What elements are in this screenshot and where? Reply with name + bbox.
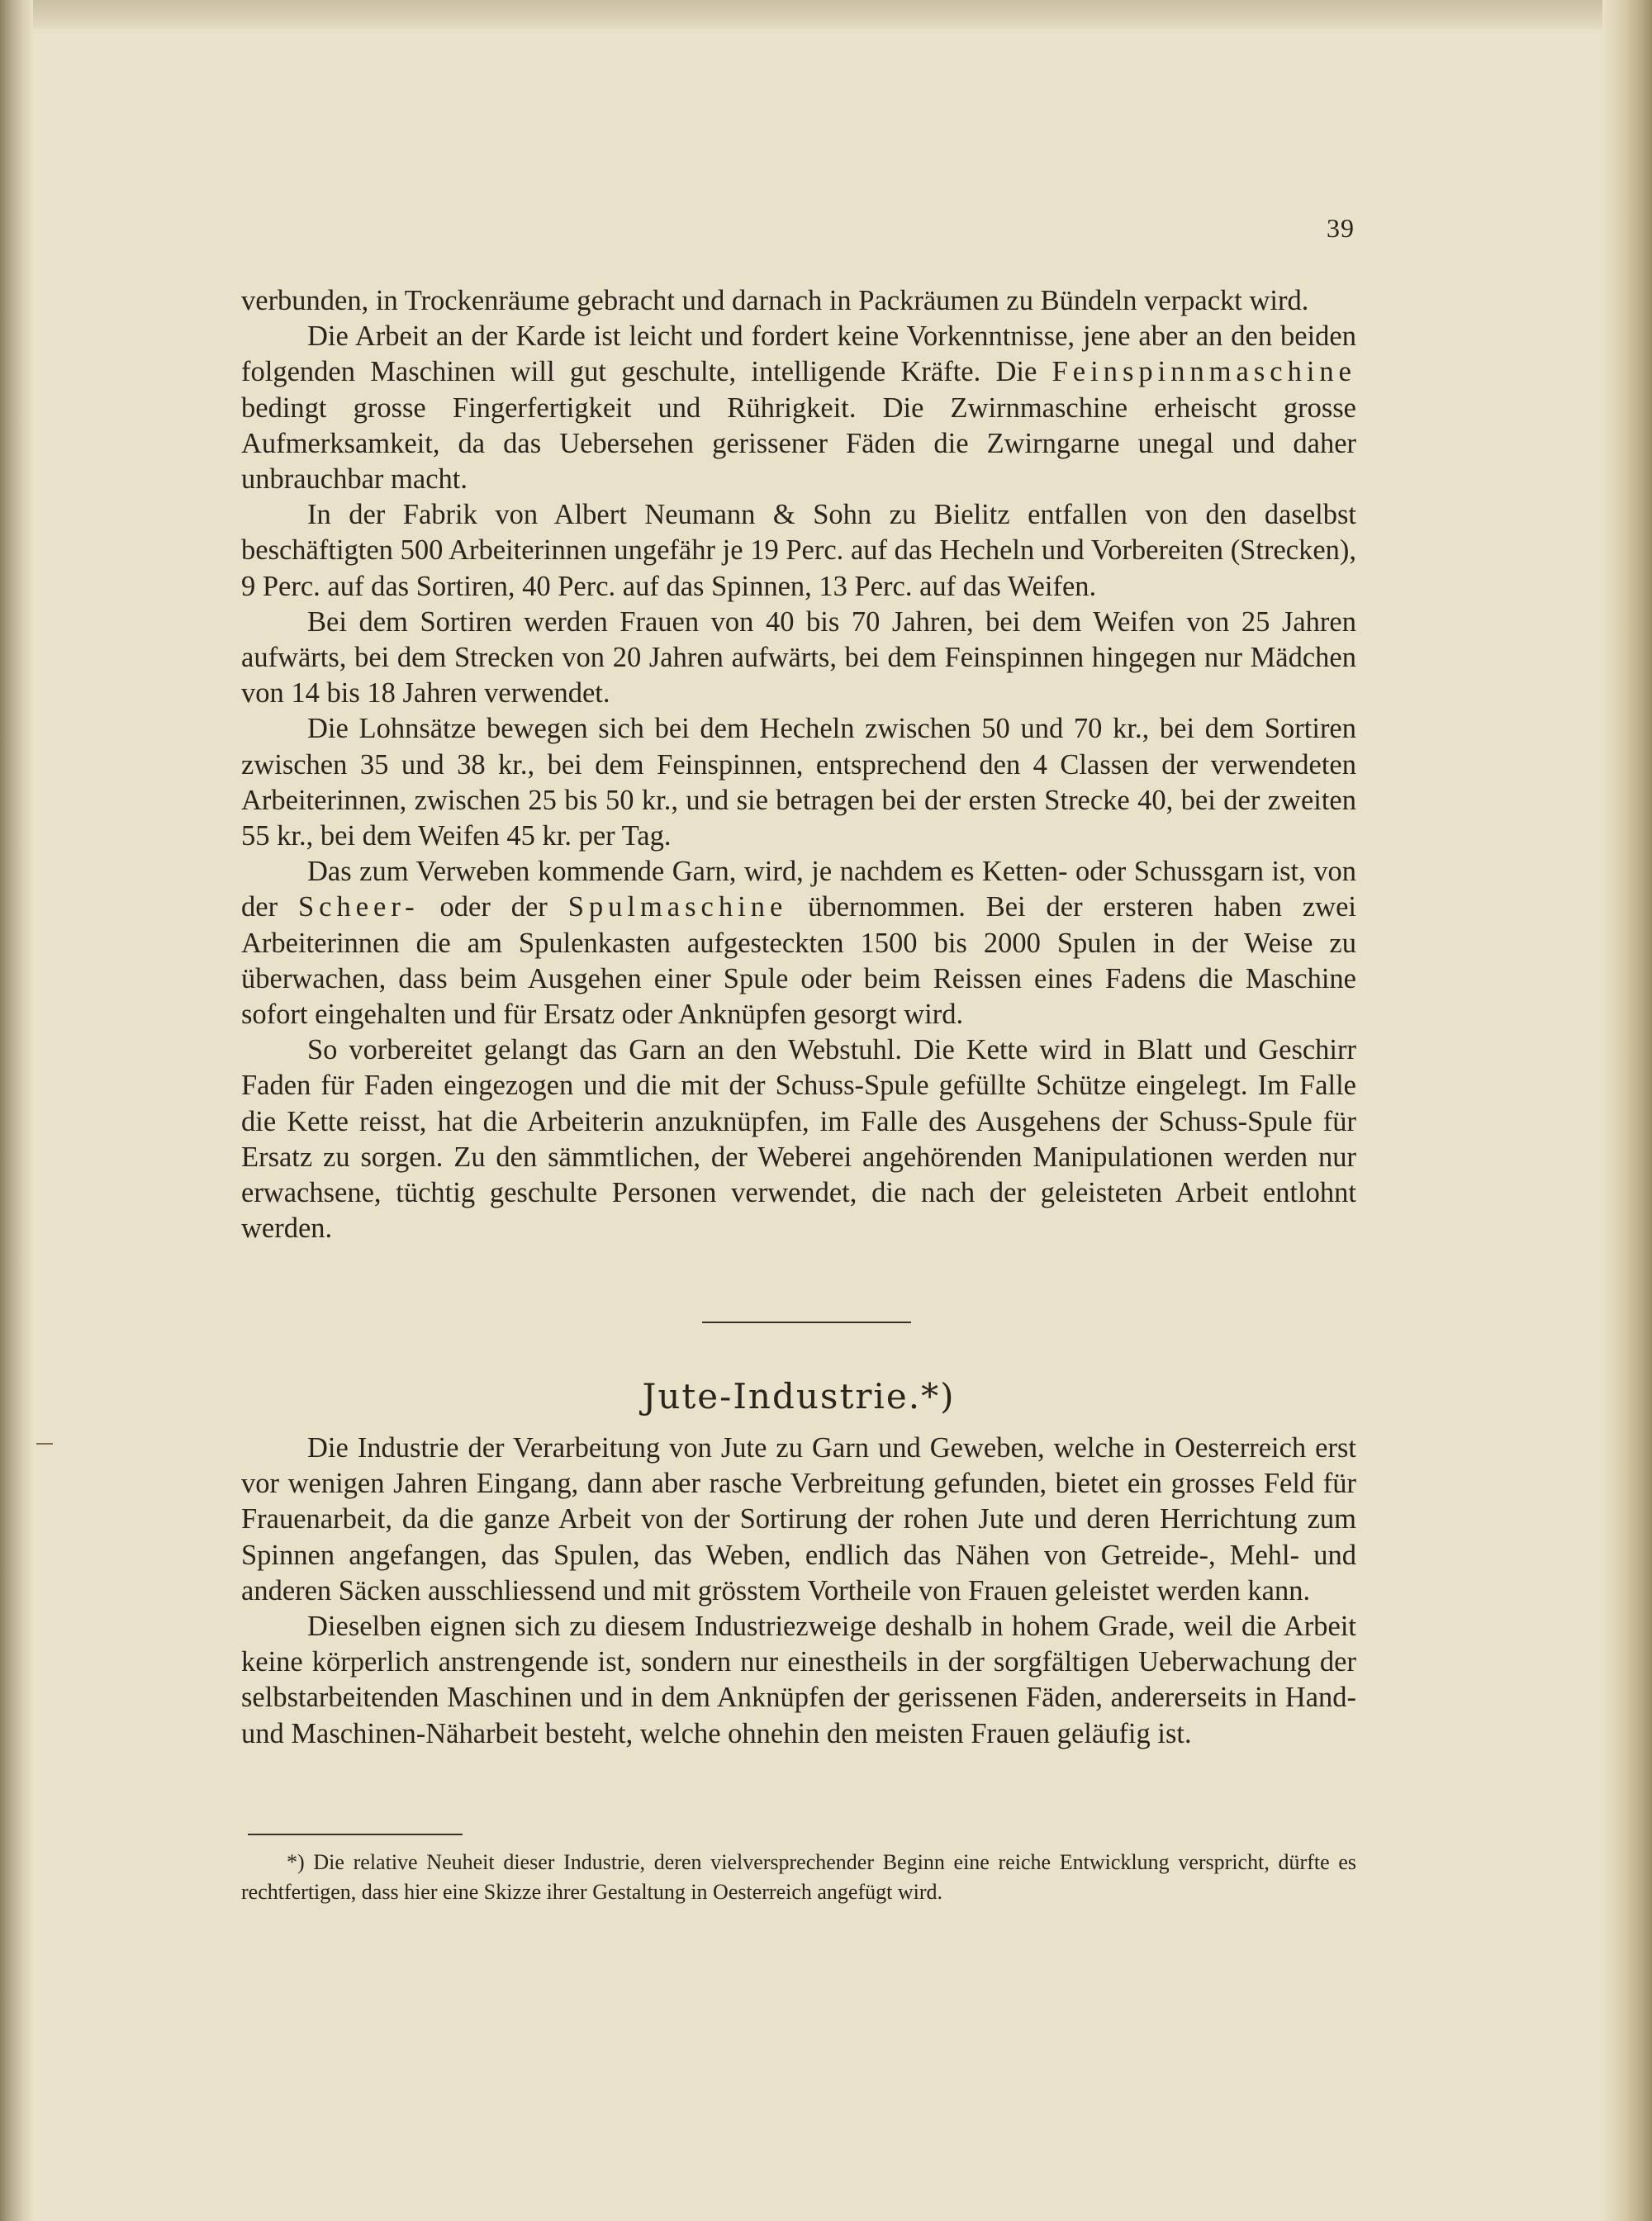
paragraph-1: verbunden, in Trockenräume gebracht und darnach in Packräumen zu Bündeln verpackt wird. — [241, 285, 1309, 316]
body-text — [241, 283, 1356, 1246]
footnote: *) Die relative Neuheit dieser Industrie, deren vielversprechender Beginn eine reiche Entwicklung verspricht, dürfte es rechtfertigen, dass hier eine Skizze ihrer Gestaltung in Oesterreich angefügt wird. — [241, 1850, 1356, 1904]
paragraph-3: In der Fabrik von Albert Neumann & Sohn zu Bielitz entfallen von den daselbst beschäftigten 500 Arbeiterinnen ungefähr je 19 Perc. auf das Hecheln und Vorbereiten (Strecken), 9 Perc. auf das Sortiren, 40 Perc. auf das Spinnen, 13 Perc. auf das Weifen. — [241, 499, 1356, 602]
section-text — [241, 1431, 1356, 1752]
paragraph-6-text-before: Das zum Verweben kommende Garn, wird, je nachdem es Ketten- oder Schussgarn ist, von der — [241, 856, 1356, 923]
paragraph-6 — [241, 854, 1356, 1032]
page-edge-top — [0, 0, 1652, 30]
paragraph-2-text-before: Die Arbeit an der Karde ist leicht und fordert keine Vorkenntnisse, jene aber an den beiden folgenden Maschinen will gut geschulte, intelligende Kräfte. Die — [241, 320, 1356, 388]
paragraph-2-text-after: bedingt grosse Fingerfertigkeit und Rührigkeit. Die Zwirnmaschine erheischt grosse Aufmerksamkeit, da das Uebersehen gerissener Fäden die Zwirngarne unegal und daher unbrauchbar macht. — [241, 392, 1356, 496]
page-edge-left — [0, 0, 33, 2221]
page-edge-right — [1602, 0, 1652, 2221]
term-feinspinnmaschine: Feinspinnmaschine — [1051, 356, 1356, 388]
paragraph-6-text-middle: oder der — [419, 891, 568, 923]
paragraph-7: So vorbereitet gelangt das Garn an den Webstuhl. Die Kette wird in Blatt und Geschirr Faden für Faden eingezogen und die mit der Schuss-Spule gefüllte Schütze eingelegt. Im Falle die Kette reisst, hat die Arbeiterin anzuknüpfen, im Falle des Ausgehens der Schuss-Spule für Ersatz zu sorgen. Zu den sämmtlichen, der Weberei angehörenden Manipulationen werden nur erwachsene, tüchtig geschulte Personen verwendet, die nach der geleisteten Arbeit entlohnt werden. — [241, 1034, 1356, 1245]
paragraph-2 — [241, 319, 1356, 497]
paragraph-5: Die Lohnsätze bewegen sich bei dem Hecheln zwischen 50 und 70 kr., bei dem Sortiren zwischen 35 und 38 kr., bei dem Feinspinnen, entsprechend den 4 Classen der verwendeten Arbeiterinnen, zwischen 25 bis 50 kr., und sie betragen bei der ersten Strecke 40, bei der zweiten 55 kr., bei dem Weifen 45 kr. per Tag. — [241, 713, 1356, 852]
paragraph-6-text-after: übernommen. Bei der ersteren haben zwei Arbeiterinnen die am Spulenkasten aufgesteckten 1500 bis 2000 Spulen in der Weise zu überwachen, dass beim Ausgehen einer Spule oder beim Reissen eines Fadens die Maschine sofort eingehalten und für Ersatz oder Anknüpfen gesorgt wird. — [241, 891, 1356, 1031]
section-paragraph-2: Dieselben eignen sich zu diesem Industriezweige deshalb in hohem Grade, weil die Arbeit keine körperlich anstrengende ist, sondern nur einestheils in der sorgfältigen Ueberwachung der selbstarbeitenden Maschinen und in dem Anknüpfen der gerissenen Fäden, andererseits in Hand- und Maschinen-Näharbeit besteht, welche ohnehin den meisten Frauen geläufig ist. — [241, 1611, 1356, 1749]
section-divider — [702, 1322, 911, 1323]
footnote-divider — [248, 1834, 463, 1835]
section-heading: Jute-Industrie.*) — [642, 1376, 956, 1417]
section-paragraph-1: Die Industrie der Verarbeitung von Jute zu Garn und Geweben, welche in Oesterreich erst vor wenigen Jahren Eingang, dann aber rasche Verbreitung gefunden, bietet ein grosses Feld für Frauenarbeit, da die ganze Arbeit von der Sortirung der rohen Jute und deren Herrichtung zum Spinnen angefangen, das Spulen, das Weben, endlich das Nähen von Getreide-, Mehl- und anderen Säcken ausschliessend und mit grösstem Vortheile von Frauen geleistet werden kann. — [241, 1432, 1356, 1606]
term-scheer: Scheer- — [297, 891, 420, 923]
page-number: 39 — [1327, 213, 1355, 243]
binding-mark — [36, 1443, 53, 1445]
paragraph-4: Bei dem Sortiren werden Frauen von 40 bis 70 Jahren, bei dem Weifen von 25 Jahren aufwärts, bei dem Strecken von 20 Jahren aufwärts, bei dem Feinspinnen hingegen nur Mädchen von 14 bis 18 Jahren verwendet. — [241, 605, 1356, 709]
term-spulmaschine: Spulmaschine — [567, 891, 788, 923]
